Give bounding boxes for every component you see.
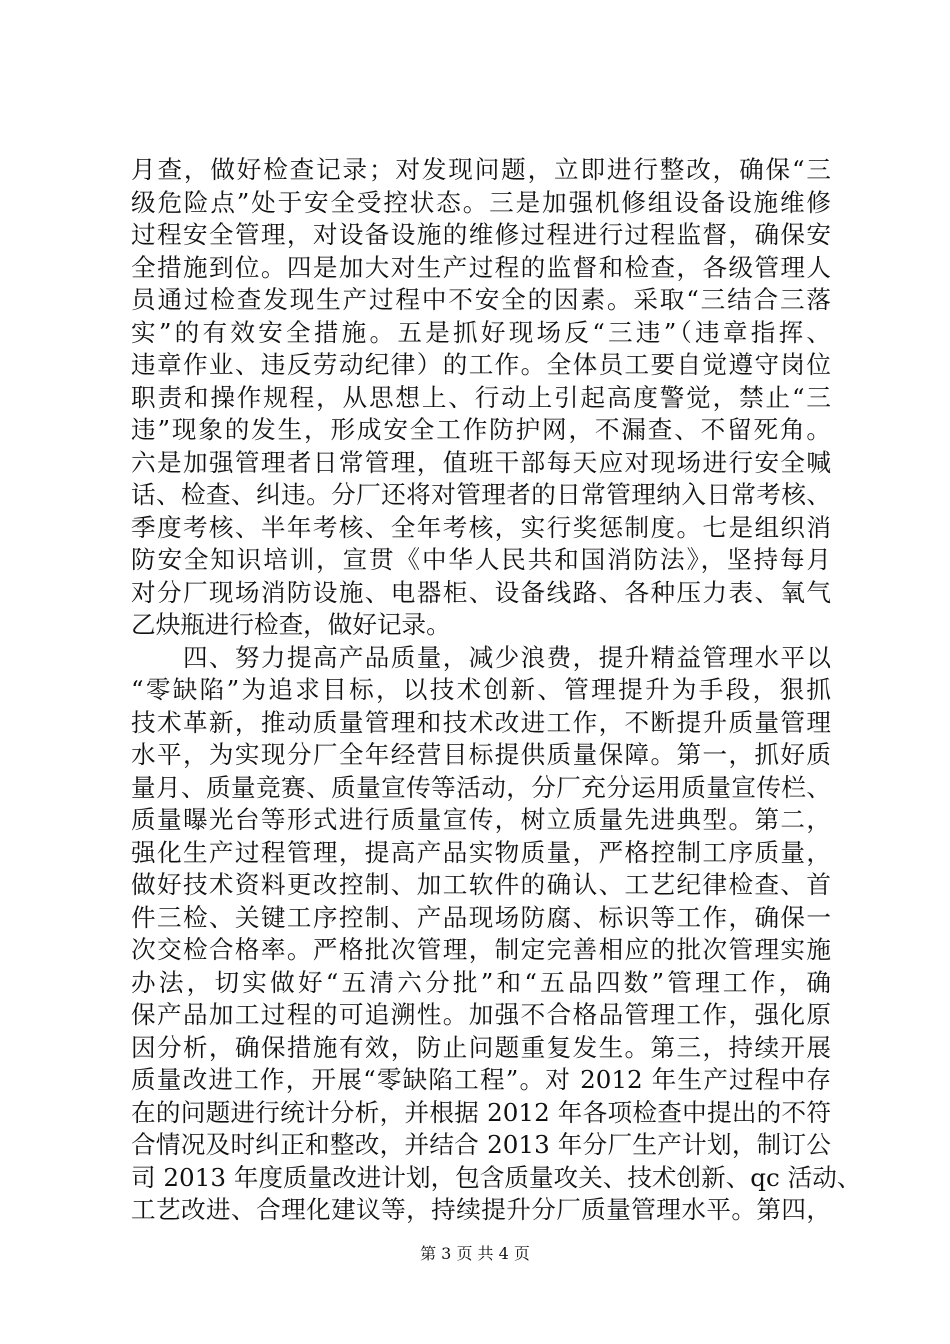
text-line: 六是加强管理者日常管理，值班干部每天应对现场进行安全喊: [131, 447, 831, 477]
text-line: “零缺陷”为追求目标，以技术创新、管理提升为手段，狠抓: [131, 675, 831, 704]
text-line: 办法，切实做好“五清六分批”和“五品四数”管理工作，确: [131, 967, 831, 997]
text-line: 话、检查、纠违。分厂还将对管理者的日常管理纳入日常考核、: [131, 480, 831, 509]
text-line: 对分厂现场消防设施、电器柜、设备线路、各种压力表、氧气: [131, 577, 831, 607]
text-line: 职责和操作规程，从思想上、行动上引起高度警觉，禁止“三: [131, 382, 831, 412]
text-line: 做好技术资料更改控制、加工软件的确认、工艺纪律检查、首: [131, 870, 831, 899]
text-line: 因分析，确保措施有效，防止问题重复发生。第三，持续开展: [131, 1032, 831, 1062]
text-line: 司 2013 年度质量改进计划，包含质量攻关、技术创新、qc 活动、: [131, 1162, 862, 1192]
text-line: 员通过检查发现生产过程中不安全的因素。采取“三结合三落: [131, 285, 831, 314]
text-line: 过程安全管理，对设备设施的维修过程进行过程监督，确保安: [131, 220, 831, 249]
document-body: [131, 154, 862, 1227]
text-line: 防安全知识培训，宣贯《中华人民共和国消防法》，坚持每月: [131, 545, 831, 574]
text-line: 保产品加工过程的可追溯性。加强不合格品管理工作，强化原: [131, 1000, 831, 1029]
text-line: 次交检合格率。严格批次管理，制定完善相应的批次管理实施: [131, 935, 831, 964]
text-line: 水平，为实现分厂全年经营目标提供质量保障。第一，抓好质: [131, 740, 831, 769]
text-line: 四、努力提高产品质量，减少浪费，提升精益管理水平以: [131, 642, 831, 672]
text-line: 合情况及时纠正和整改，并结合 2013 年分厂生产计划，制订公: [131, 1130, 831, 1159]
text-line: 月查，做好检查记录；对发现问题，立即进行整改，确保“三: [131, 155, 831, 184]
text-line: 量月、质量竞赛、质量宣传等活动，分厂充分运用质量宣传栏、: [131, 772, 831, 802]
text-line: 工艺改进、合理化建议等，持续提升分厂质量管理水平。第四，: [131, 1195, 831, 1224]
text-line: 违”现象的发生，形成安全工作防护网，不漏查、不留死角。: [131, 415, 831, 444]
text-line: 件三检、关键工序控制、产品现场防腐、标识等工作，确保一: [131, 902, 831, 932]
text-line: 乙炔瓶进行检查，做好记录。: [131, 610, 451, 639]
text-line: 全措施到位。四是加大对生产过程的监督和检查，各级管理人: [131, 252, 831, 282]
text-line: 在的问题进行统计分析，并根据 2012 年各项检查中提出的不符: [131, 1097, 831, 1127]
text-line: 质量曝光台等形式进行质量宣传，树立质量先进典型。第二，: [131, 805, 831, 834]
page-footer: 第 3 页 共 4 页: [420, 1244, 530, 1263]
text-line: 质量改进工作，开展“零缺陷工程”。对 2012 年生产过程中存: [131, 1065, 831, 1094]
text-line: 实”的有效安全措施。五是抓好现场反“三违”（违章指挥、: [131, 317, 831, 347]
text-line: 级危险点”处于安全受控状态。三是加强机修组设备设施维修: [131, 187, 831, 217]
text-line: 季度考核、半年考核、全年考核，实行奖惩制度。七是组织消: [131, 512, 831, 542]
text-line: 强化生产过程管理，提高产品实物质量，严格控制工序质量，: [131, 837, 831, 867]
text-line: 技术革新，推动质量管理和技术改进工作，不断提升质量管理: [131, 707, 831, 737]
text-line: 违章作业、违反劳动纪律）的工作。全体员工要自觉遵守岗位: [131, 350, 831, 379]
